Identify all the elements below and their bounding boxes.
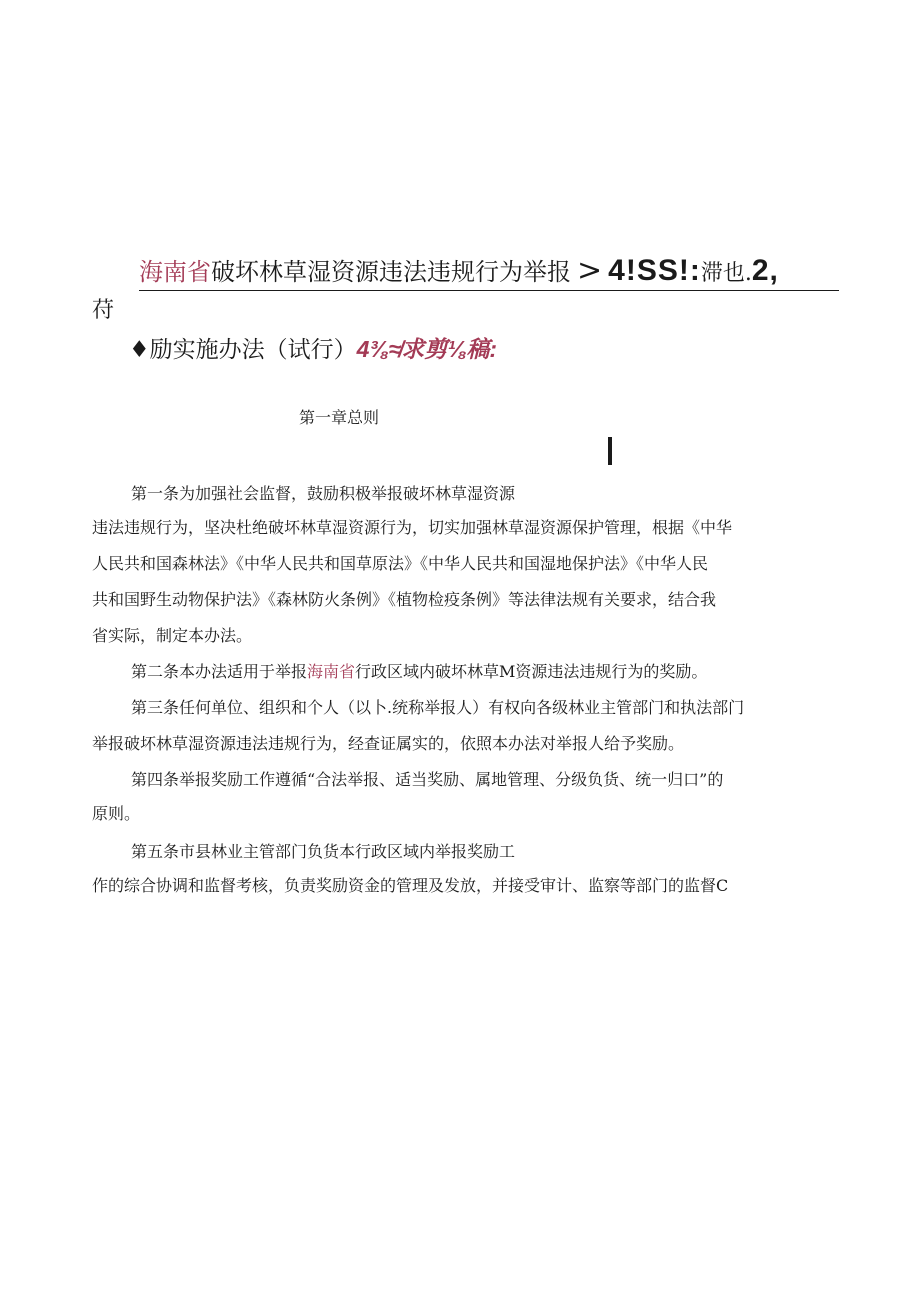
text-cursor-bar xyxy=(608,437,612,465)
paragraph-line: 原则。 xyxy=(92,804,141,823)
paragraph-line: 第四条举报奖励工作遵循“合法举报、适当奖励、属地管理、分级负货、统一归口”的 xyxy=(131,770,724,789)
title-main-text: 破坏林草湿资源违法违规行为举报 xyxy=(211,258,571,286)
title-line-2-garbled: 4⅜≉求剪⅛稿: xyxy=(356,336,498,362)
paragraph-line: 共和国野生动物保护法》《森林防火条例》《植物检疫条例》等法律法规有关要求，结合我 xyxy=(92,590,717,609)
paragraph-text: 行政区域内破坏林草M资源违法违规行为的奖励。 xyxy=(355,662,708,681)
paragraph-line: 第三条任何单位、组织和个人（以卜.统称举报人）有权向各级林业主管部门和执法部门 xyxy=(131,698,745,717)
title-garbled-text-c: 2, xyxy=(751,254,779,287)
paragraph-text: 第二条本办法适用于举报 xyxy=(131,662,308,681)
paragraph-line: 第五条市县林业主管部门负货本行政区域内举报奖励工 xyxy=(131,842,516,861)
title-province: 海南省 xyxy=(139,258,211,286)
paragraph-line: 违法违规行为，坚决杜绝破坏林草湿资源行为，切实加强林草湿资源保护管理，根据《中华 xyxy=(92,518,733,537)
paragraph-line: 省实际，制定本办法。 xyxy=(92,626,253,645)
document-title-line-2 xyxy=(129,333,497,366)
chapter-heading: 第一章总则 xyxy=(299,408,380,427)
document-title-fragment: 苻 xyxy=(92,298,115,323)
title-chevron: > xyxy=(577,253,603,288)
paragraph-line xyxy=(131,660,707,684)
paragraph-line: 举报破坏林草湿资源违法违规行为，经查证属实的，依照本办法对举报人给予奖励。 xyxy=(92,734,685,753)
title-line-2-main: ♦励实施办法（试行） xyxy=(129,337,357,363)
title-garbled-text-a: 4!SS!: xyxy=(608,254,701,287)
title-garbled-text-b: 滞也. xyxy=(700,261,752,286)
paragraph-line: 作的综合协调和监督考核，负责奖励资金的管理及发放，并接受审计、监察等部门的监督C xyxy=(92,876,729,895)
paragraph-line: 人民共和国森林法》《中华人民共和国草原法》《中华人民共和国湿地保护法》《中华人民 xyxy=(92,554,709,573)
paragraph-province: 海南省 xyxy=(307,662,356,681)
document-title-line-1 xyxy=(139,252,839,291)
paragraph-line: 第一条为加强社会监督，鼓励积极举报破坏林草湿资源 xyxy=(131,484,516,503)
